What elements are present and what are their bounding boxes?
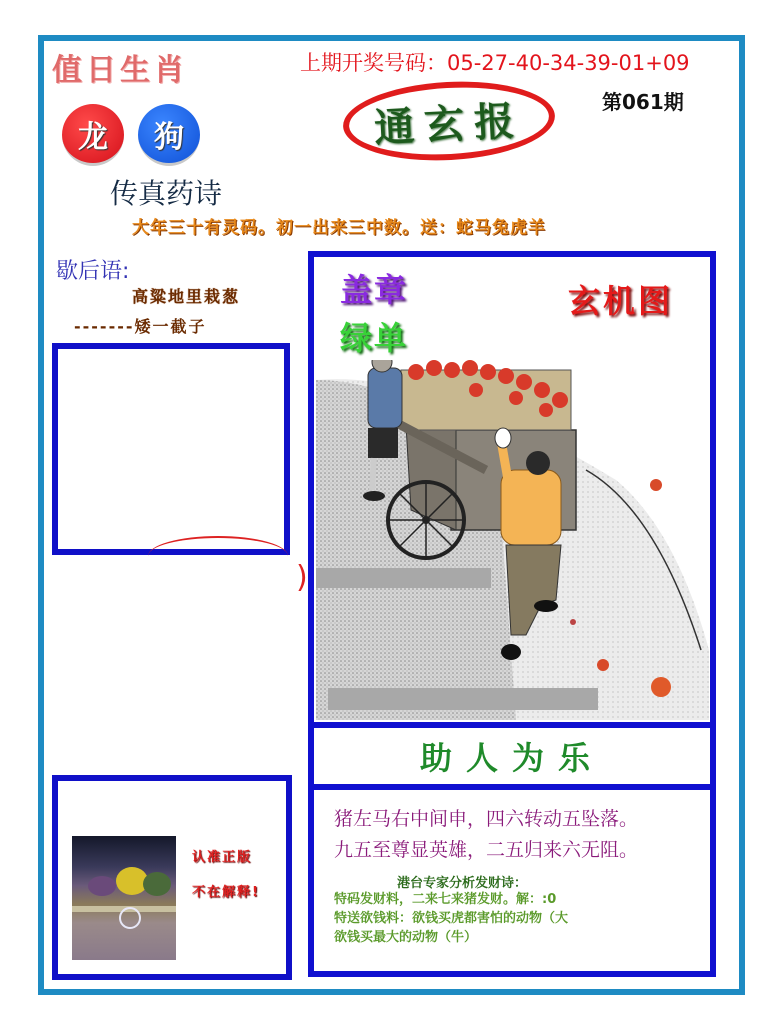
zodiac-badge-dog: 狗 bbox=[138, 104, 200, 166]
analysis-text bbox=[334, 890, 670, 947]
garden-photo bbox=[72, 836, 176, 960]
cart-pushing-illustration bbox=[316, 360, 709, 720]
empty-box bbox=[52, 343, 290, 555]
analysis-line: 欲钱买最大的动物（牛） bbox=[334, 930, 478, 945]
slogan-text: 助人为乐 bbox=[419, 739, 604, 777]
seal-label: 盖章 bbox=[340, 271, 409, 309]
banner-riddle: 大年三十有灵码。初一出来三中数。送：蛇马兔虎羊 bbox=[132, 218, 546, 238]
fax-poem-label: 传真药诗 bbox=[110, 177, 223, 210]
red-bracket-mark: ) bbox=[296, 560, 308, 595]
last-draw-label: 上期开奖号码： bbox=[300, 51, 447, 75]
slogan-box bbox=[314, 722, 710, 790]
analysis-line: 特送欲钱料：欲钱买虎都害怕的动物（大 bbox=[334, 911, 569, 926]
zodiac-badge-dragon: 龙 bbox=[62, 104, 124, 166]
mystery-chart-title: 玄机图 bbox=[568, 282, 674, 320]
last-draw-result bbox=[300, 47, 690, 77]
analysis-line: 特码发财料，二来七来猪发财。解：:0 bbox=[334, 892, 557, 907]
poem-line: 九五至尊显英雄，二五归来六无阻。 bbox=[334, 839, 639, 861]
prediction-poem bbox=[334, 804, 638, 866]
zodiac-of-day-title: 值日生肖 bbox=[52, 53, 188, 88]
logo-text: 通玄报 bbox=[373, 96, 526, 152]
green-slip-label: 绿单 bbox=[340, 319, 409, 357]
last-draw-numbers: 05-27-40-34-39-01+09 bbox=[447, 51, 690, 75]
xiehouyu-riddle: 高粱地里栽葱 bbox=[132, 287, 241, 306]
issue-number: 第061期 bbox=[602, 90, 684, 114]
analysis-title: 港台专家分析发财诗： bbox=[397, 876, 528, 891]
xiehouyu-label: 歇后语: bbox=[56, 259, 130, 284]
ad-no-explain-text: 不在解释! bbox=[192, 885, 260, 900]
poem-line: 猪左马右中间申，四六转动五坠落。 bbox=[334, 808, 639, 830]
xiehouyu-answer: -------矮一截子 bbox=[74, 317, 207, 336]
ad-genuine-text: 认准正版 bbox=[192, 850, 253, 865]
stamp-arc bbox=[148, 536, 288, 576]
